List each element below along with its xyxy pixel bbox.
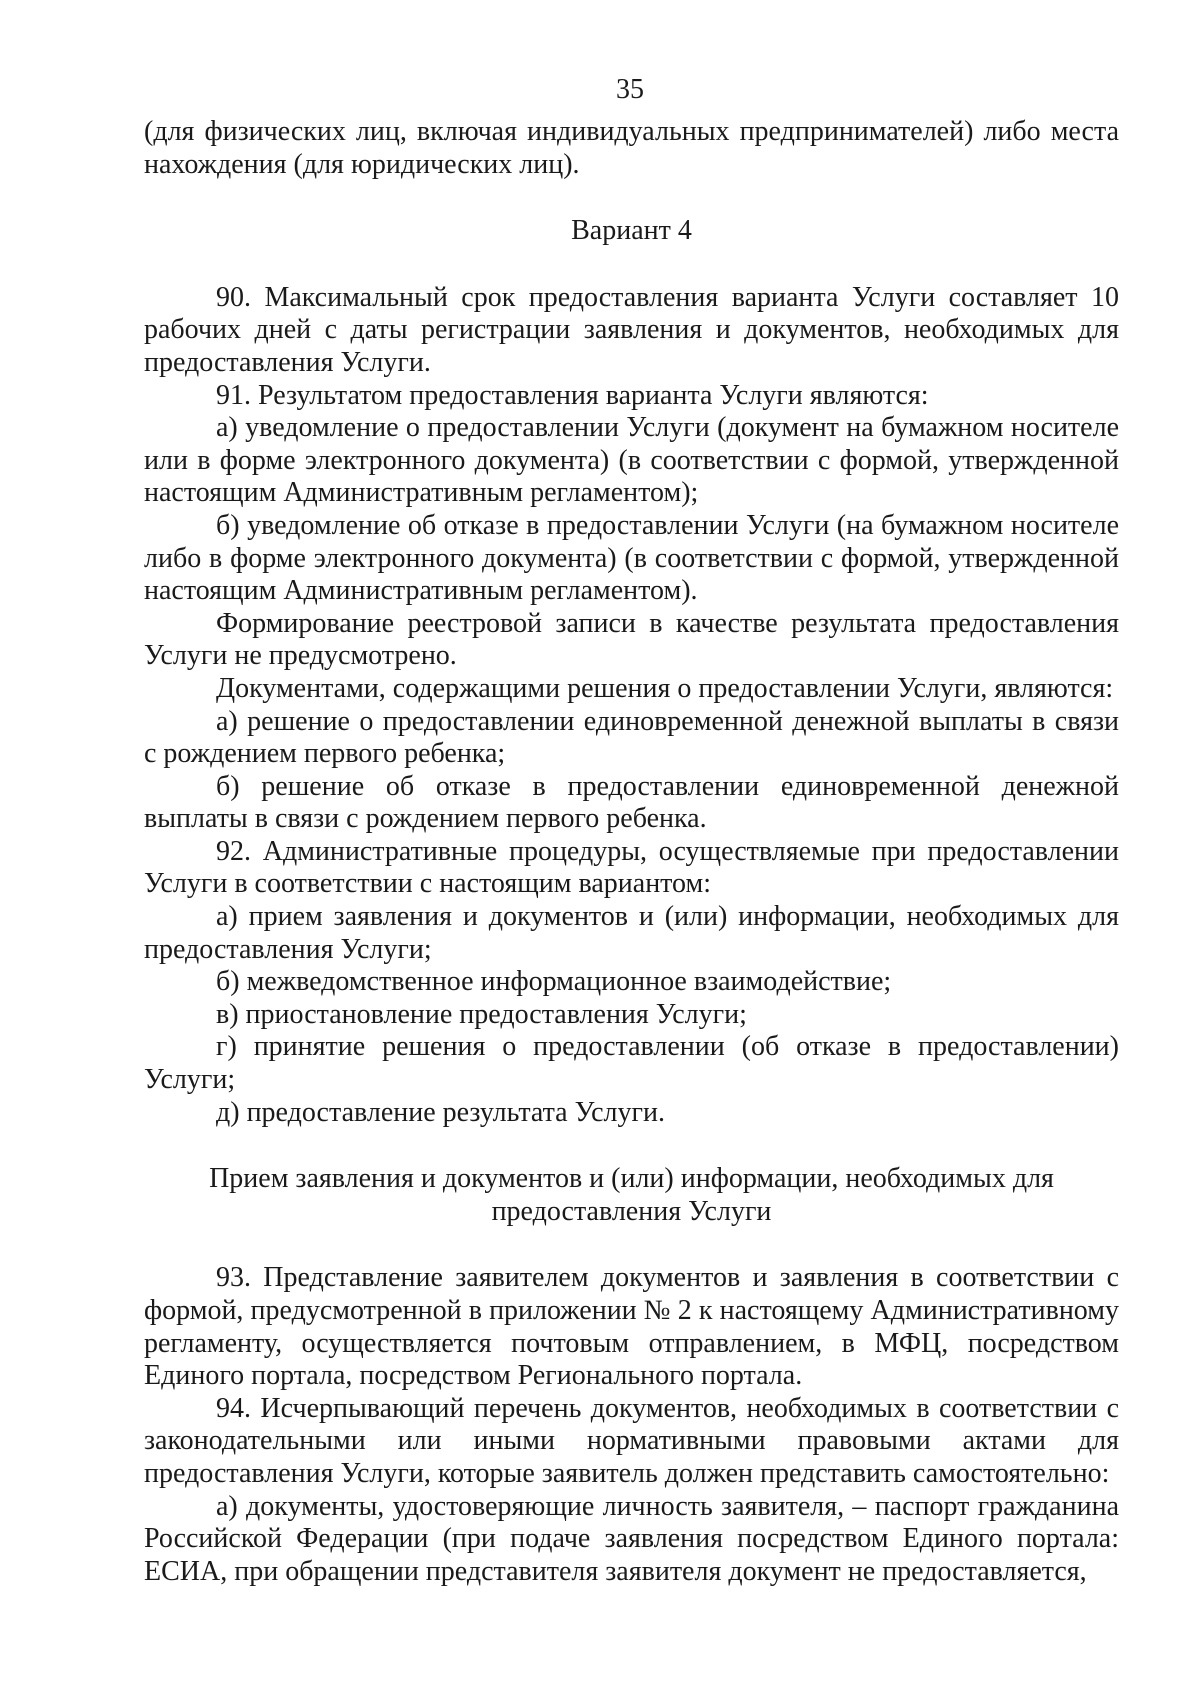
- continuation-paragraph: (для физических лиц, включая индивидуальных предприниматeлей) либо места нахождения (для юридических лиц).: [144, 116, 1119, 180]
- paragraph: д) предоставление результата Услуги.: [216, 1096, 665, 1128]
- paragraph: а) прием заявления и документов и (или) информации, необходимых для предоставления Услуги;: [144, 901, 1119, 965]
- section-heading-line-2: предоставления Услуги: [491, 1195, 772, 1227]
- paragraph: б) решение об отказе в предоставлении единовременной денежной выплаты в связи с рождением первого ребенка.: [144, 770, 1119, 835]
- paragraph: в) приостановление предоставления Услуги;: [216, 998, 747, 1030]
- paragraph: 93. Представление заявителем документов и заявления в соответствии с формой, предусмотренной в приложении № 2 к настоящему Административному регламенту, осуществляется почтовым отправлением, в МФЦ, посредством Единого портала, посредством Регионального портала.: [144, 1262, 1119, 1392]
- variant-heading: Вариант 4: [571, 215, 692, 247]
- paragraph: Документами, содержащими решения о предоставлении Услуги, являются:: [216, 672, 1114, 704]
- paragraph: а) документы, удостоверяющие личность заявителя, – паспорт гражданина Российской Федерации (при подаче заявления посредством Единого портала: ЕСИА, при обращении представителя заявителя документ не предоставляется,: [144, 1490, 1119, 1587]
- section-heading-line-1: Прием заявления и документов и (или) информации, необходимых для: [209, 1163, 1054, 1195]
- document-body: [144, 116, 1119, 1588]
- paragraph: 90. Максимальный срок предоставления варианта Услуги составляет 10 рабочих дней с даты регистрации заявления и документов, необходимых для предоставления Услуги.: [144, 281, 1119, 378]
- paragraph: 91. Результатом предоставления варианта Услуги являются:: [216, 379, 929, 411]
- spacer: [144, 248, 1119, 282]
- paragraph: а) уведомление о предоставлении Услуги (документ на бумажном носителе или в форме электронного документа) (в соответствии с формой, утвержденной настоящим Административным регламентом);: [144, 412, 1119, 509]
- spacer: [144, 1129, 1119, 1163]
- paragraph: б) межведомственное информационное взаимодействие;: [216, 966, 892, 998]
- spacer: [144, 181, 1119, 215]
- spacer: [144, 1228, 1119, 1262]
- paragraph: 92. Административные процедуры, осуществляемые при предоставлении Услуги в соответствии с настоящим вариантом:: [144, 835, 1119, 900]
- paragraph: 94. Исчерпывающий перечень документов, необходимых в соответствии с законодательными или иными нормативными правовыми актами для предоставления Услуги, которые заявитель должен представить самостоятельно:: [144, 1392, 1119, 1489]
- paragraph: Формирование реестровой записи в качестве результата предоставления Услуги не предусмотрено.: [144, 607, 1119, 672]
- paragraph: б) уведомление об отказе в предоставлении Услуги (на бумажном носителе либо в форме электронного документа) (в соответствии с формой, утвержденной настоящим Административным регламентом).: [144, 509, 1119, 607]
- paragraph: а) решение о предоставлении единовременной денежной выплаты в связи с рождением первого ребенка;: [144, 705, 1119, 770]
- paragraph: г) принятие решения о предоставлении (об отказе в предоставлении) Услуги;: [144, 1031, 1119, 1096]
- page-number: 35: [616, 74, 644, 105]
